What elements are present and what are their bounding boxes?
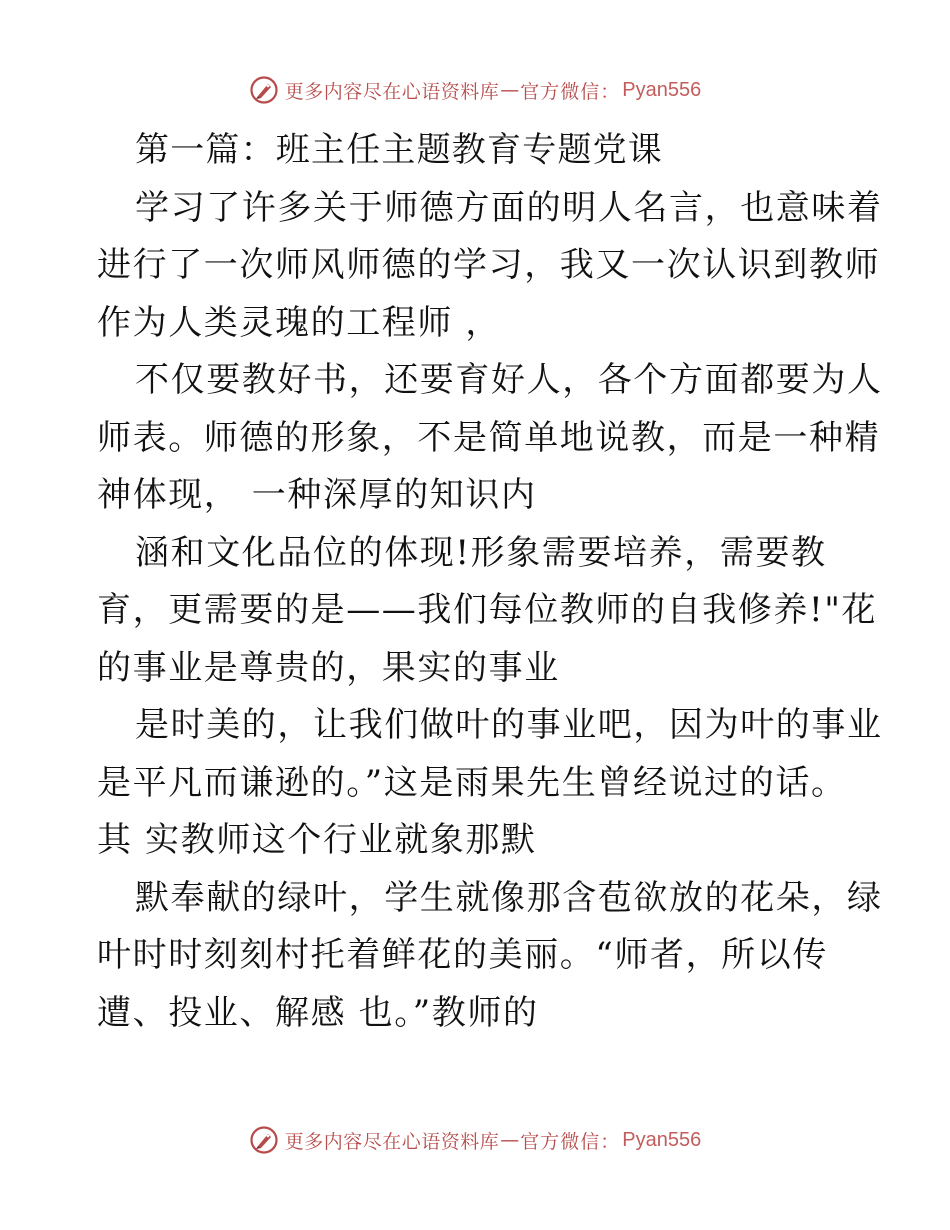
- paragraph-line: 学习了许多关于师德方面的明人名言，也意味着: [135, 187, 883, 228]
- footer-wechat-id: Pyan556: [622, 1128, 702, 1151]
- paragraph-line: 默奉献的绿叶，学生就像那含苞欲放的花朵，绿: [135, 877, 883, 918]
- footer-wechat-label: 官方微信：: [520, 1130, 621, 1153]
- paragraph-line: 的事业是尊贵的，果实的事业: [97, 647, 560, 688]
- header-watermark: [0, 70, 950, 110]
- footer-brand-text: 更多内容尽在心语资料库: [284, 1130, 500, 1153]
- paragraph-line: 神体现， 一种深厚的知识内: [97, 475, 537, 515]
- paragraph-line: 是时美的，让我们做叶的事业吧，因为叶的事业: [135, 705, 883, 745]
- document-body: [97, 122, 883, 1042]
- paragraph-line: 育，更需要的是——我们每位教师的自我修养!"花: [97, 590, 878, 630]
- paragraph-line: 遭、投业、解感 也。”教师的: [97, 992, 539, 1033]
- paragraph-line: 叶时时刻刻村托着鲜花的美丽。“师者，所以传: [97, 935, 828, 975]
- pen-nib-circle-icon: [249, 1125, 279, 1155]
- paragraph-line: 进行了一次师风师德的学习，我又一次认识到教师: [97, 245, 881, 285]
- footer-dash: —: [500, 1129, 520, 1151]
- paragraph-line: 不仅要教好书，还要育好人，各个方面都要为人: [135, 360, 883, 400]
- footer-watermark: [0, 1120, 950, 1160]
- paragraph-line: 涵和文化品位的体现!形象需要培养，需要教: [135, 532, 827, 573]
- header-wechat-label: 官方微信：: [520, 80, 621, 103]
- pen-nib-circle-icon: [249, 75, 279, 105]
- paragraph-line: 师表。师德的形象，不是简单地说教，而是一种精: [97, 417, 881, 458]
- header-dash: —: [500, 79, 520, 101]
- paragraph-line: 其 实教师这个行业就象那默: [97, 820, 537, 860]
- document-title: 第一篇：班主任主题教育专题党课: [135, 130, 663, 170]
- header-brand-text: 更多内容尽在心语资料库: [284, 80, 500, 103]
- header-wechat-id: Pyan556: [622, 78, 702, 101]
- paragraph-line: 是平凡而谦逊的。”这是雨果先生曾经说过的话。: [97, 762, 847, 803]
- paragraph-line: 作为人类灵瑰的工程师 ，: [97, 302, 502, 343]
